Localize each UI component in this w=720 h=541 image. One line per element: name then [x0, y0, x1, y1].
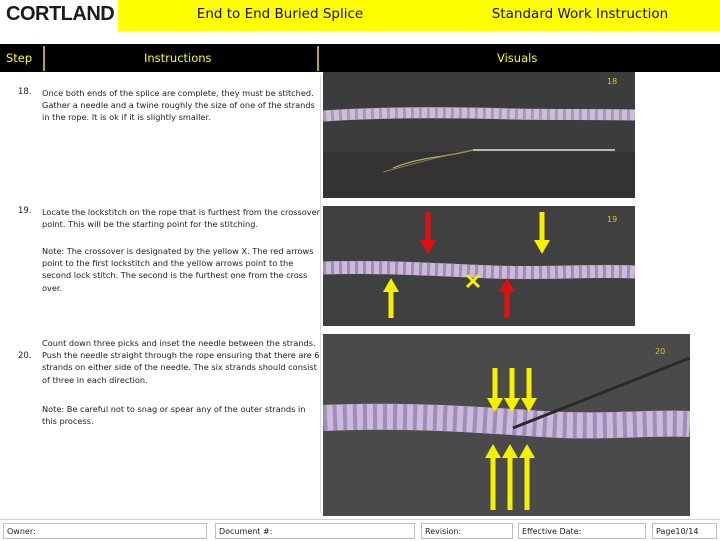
document-type: Standard Work Instruction — [491, 6, 669, 22]
figure-number: 19 — [607, 215, 618, 224]
step-instruction: Locate the lockstitch on the rope that is furthest from the crossover point. This will be the starting point for the stitching. — [42, 207, 320, 230]
step-instruction: Count down three picks and inset the needle between the strands. Push the needle straight through the rope ensuring that there are 6 strands on either side of the needle. The six strands should consist of three in each direction. — [42, 338, 320, 385]
document-title: End to End Buried Splice — [196, 6, 364, 22]
cortland-logo — [0, 0, 118, 32]
footer-effective-date: Effective Date: — [518, 523, 646, 539]
step-number: 19. — [18, 206, 32, 216]
step-number: 20. — [18, 351, 32, 361]
logo-wordmark: CORTLAND — [6, 3, 115, 25]
content-divider — [320, 75, 321, 513]
column-header-instructions: Instructions — [144, 51, 212, 65]
column-header-bar — [0, 44, 720, 72]
column-divider — [317, 46, 319, 71]
footer-revision: Revision: — [421, 523, 513, 539]
footer-page-number: Page10/14 — [652, 523, 717, 539]
footer-owner: Owner: — [3, 523, 207, 539]
step-number: 18. — [18, 87, 32, 97]
column-header-visuals: Visuals — [497, 51, 538, 65]
photo-step-18 — [323, 72, 635, 198]
step-instruction: Once both ends of the splice are complete, they must be stitched. Gather a needle and a twine roughly the size of one of the strands in the rope. It is ok if it is slightly smaller. — [42, 88, 315, 123]
step-note: Note: Be careful not to snag or spear any of the outer strands in this process. — [42, 404, 306, 427]
photo-step-19 — [323, 206, 635, 326]
column-divider — [43, 46, 45, 71]
photo-step-20 — [323, 334, 690, 516]
footer-document-number: Document #: — [215, 523, 415, 539]
figure-number: 18 — [607, 77, 618, 86]
figure-number: 20 — [655, 347, 666, 356]
step-note: Note: The crossover is designated by the yellow X. The red arrows point to the first lockstitch and the yellow arrows point to the second lock stitch. The second is the furthest one from the cross over. — [42, 246, 314, 293]
column-header-step: Step — [6, 51, 33, 65]
